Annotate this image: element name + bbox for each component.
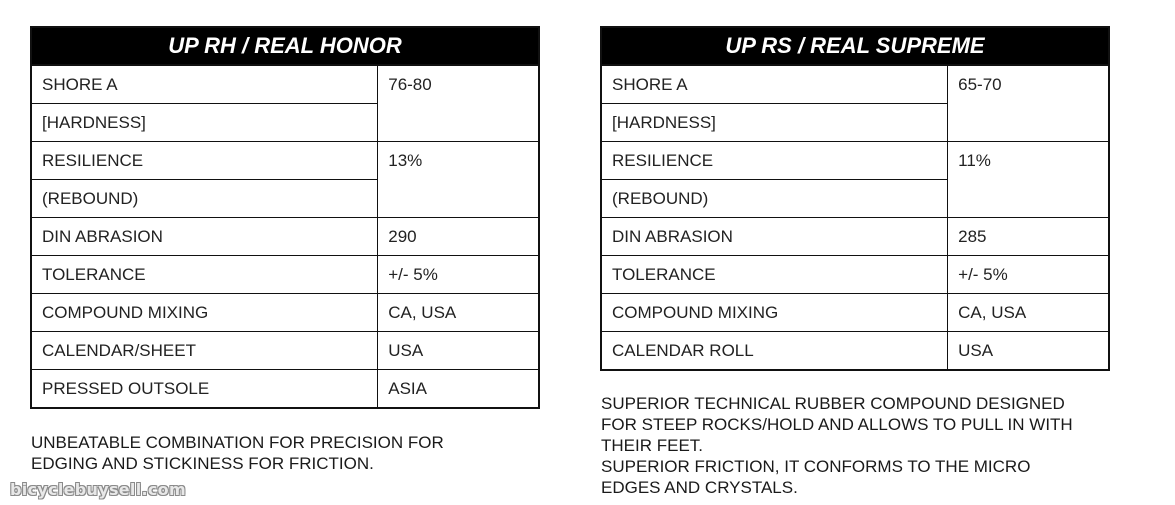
description-line: FOR STEEP ROCKS/HOLD AND ALLOWS TO PULL IN WITH xyxy=(601,415,1073,434)
row-label: (REBOUND) xyxy=(601,180,948,218)
row-label: RESILIENCE xyxy=(601,142,948,180)
spec-table-real-honor xyxy=(30,26,540,409)
watermark: bicyclebuysell.com xyxy=(10,480,186,499)
table-row xyxy=(31,294,539,332)
row-label: [HARDNESS] xyxy=(31,104,378,142)
description-line: SUPERIOR TECHNICAL RUBBER COMPOUND DESIGNED xyxy=(601,394,1065,413)
table-row xyxy=(601,65,1109,104)
row-value: 13% xyxy=(378,142,539,218)
table-row xyxy=(601,332,1109,371)
row-label: DIN ABRASION xyxy=(601,218,948,256)
row-label: SHORE A xyxy=(601,65,948,104)
row-label: PRESSED OUTSOLE xyxy=(31,370,378,409)
table-row xyxy=(601,294,1109,332)
row-value: CA, USA xyxy=(948,294,1109,332)
spec-table-real-supreme xyxy=(600,26,1110,371)
row-label: CALENDAR ROLL xyxy=(601,332,948,371)
table-row xyxy=(31,65,539,104)
row-value: 76-80 xyxy=(378,65,539,142)
table-row xyxy=(601,218,1109,256)
row-value: ASIA xyxy=(378,370,539,409)
row-value: +/- 5% xyxy=(948,256,1109,294)
description-real-supreme xyxy=(601,393,1073,498)
row-label: (REBOUND) xyxy=(31,180,378,218)
row-label: COMPOUND MIXING xyxy=(601,294,948,332)
row-label: SHORE A xyxy=(31,65,378,104)
table-row xyxy=(31,370,539,409)
row-value: USA xyxy=(378,332,539,370)
row-label: RESILIENCE xyxy=(31,142,378,180)
row-value: 290 xyxy=(378,218,539,256)
table-row xyxy=(31,256,539,294)
row-value: USA xyxy=(948,332,1109,371)
row-label: TOLERANCE xyxy=(31,256,378,294)
row-label: COMPOUND MIXING xyxy=(31,294,378,332)
description-line: EDGING AND STICKINESS FOR FRICTION. xyxy=(31,454,374,473)
row-value: 285 xyxy=(948,218,1109,256)
row-label: TOLERANCE xyxy=(601,256,948,294)
row-value: 65-70 xyxy=(948,65,1109,142)
description-line: UNBEATABLE COMBINATION FOR PRECISION FOR xyxy=(31,433,444,452)
row-label: CALENDAR/SHEET xyxy=(31,332,378,370)
row-value: 11% xyxy=(948,142,1109,218)
table-row xyxy=(31,142,539,180)
description-line: EDGES AND CRYSTALS. xyxy=(601,478,798,497)
row-value: CA, USA xyxy=(378,294,539,332)
row-value: +/- 5% xyxy=(378,256,539,294)
table-row xyxy=(601,142,1109,180)
row-label: DIN ABRASION xyxy=(31,218,378,256)
description-line: THEIR FEET. xyxy=(601,436,704,455)
table-row xyxy=(601,256,1109,294)
description-real-honor xyxy=(31,432,444,474)
table-title: UP RH / REAL HONOR xyxy=(31,27,539,65)
table-title: UP RS / REAL SUPREME xyxy=(601,27,1109,65)
description-line: SUPERIOR FRICTION, IT CONFORMS TO THE MICRO xyxy=(601,457,1031,476)
table-row xyxy=(31,332,539,370)
table-row xyxy=(31,218,539,256)
row-label: [HARDNESS] xyxy=(601,104,948,142)
